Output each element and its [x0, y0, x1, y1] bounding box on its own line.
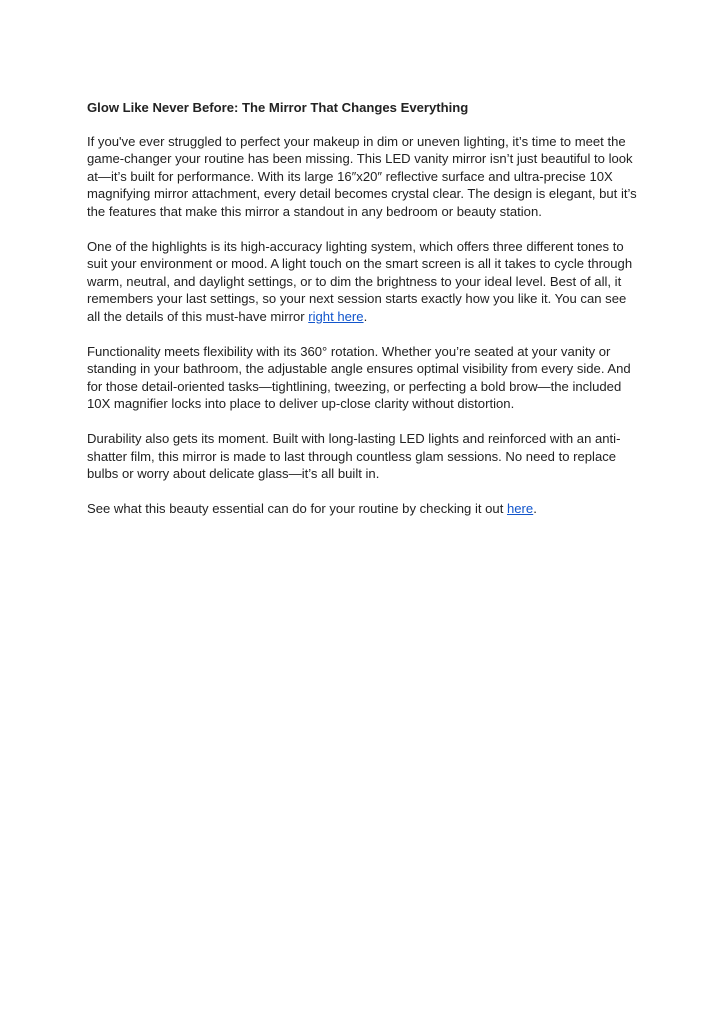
here-link[interactable]: here [506, 500, 534, 516]
paragraph-cta-end: . [533, 500, 537, 516]
paragraph-rotation: Functionality meets flexibility with its 360° rotation. Whether you’re seated at your vanity or standing in your bathroom, the adjustable angle ensures optimal visibility from every side. And for those detail-oriented tasks—tightlining, tweezing, or perfecting a bold brow—the included 10X magnifier locks into place to deliver up-close clarity without distortion. [87, 343, 631, 412]
paragraph-cta [87, 500, 637, 518]
document-body [87, 99, 637, 534]
paragraph-lighting-end: . [363, 308, 368, 324]
paragraph-durability: Durability also gets its moment. Built with long-lasting LED lights and reinforced with an anti-shatter film, this mirror is made to last through countless glam sessions. No need to replace bulbs or worry about delicate glass—it’s all built in. [87, 430, 621, 482]
paragraph-lighting [87, 238, 637, 326]
document-title: Glow Like Never Before: The Mirror That Changes Everything [87, 100, 469, 115]
paragraph-cta-text: See what this beauty essential can do for your routine by checking it out [87, 500, 507, 516]
paragraph-lighting-text: One of the highlights is its high-accuracy lighting system, which offers three different tones to suit your environment or mood. A light touch on the smart screen is all it takes to cycle through warm, neutral, and daylight settings, or to dim the brightness to your ideal level. Best of all, it remembers your last settings, so your next session starts exactly how you like it. You can see all the details of this must-have mirror [87, 238, 633, 324]
right-here-link[interactable]: right here [308, 308, 364, 324]
paragraph-intro: If you've ever struggled to perfect your makeup in dim or uneven lighting, it’s time to meet the game-changer your routine has been missing. This LED vanity mirror isn’t just beautiful to look at—it’s built for performance. With its large 16″x20″ reflective surface and ultra-precise 10X magnifying mirror attachment, every detail becomes crystal clear. The design is elegant, but it’s the features that make this mirror a standout in any bedroom or beauty station. [87, 133, 637, 219]
